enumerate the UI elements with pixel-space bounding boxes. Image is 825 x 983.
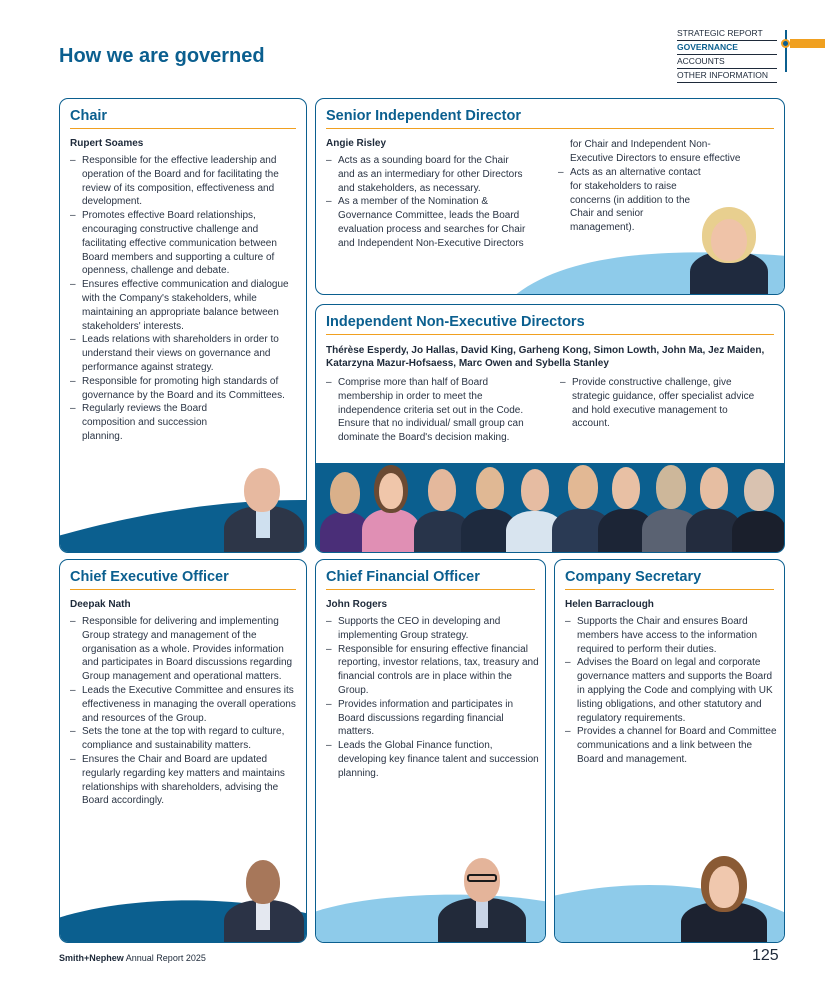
cosec-name: Helen Barraclough [565, 599, 654, 610]
ined-card [315, 304, 785, 553]
sid-card [315, 98, 785, 295]
ined-title: Independent Non-Executive Directors [326, 314, 774, 335]
ined-names: Thérèse Esperdy, Jo Hallas, David King, Garheng Kong, Simon Lowth, John Ma, Jez Maiden, Katarzyna Mazur-Hofsaess, Marc Owen and Sybella Stanley [326, 345, 765, 369]
cfo-bullet: – Leads the Global Finance function, developing key finance talent and succession planning. [326, 739, 541, 780]
director-portrait [732, 467, 785, 553]
chair-bullet: – Regularly reviews the Board composition and succession planning. [70, 402, 212, 443]
nav-current-marker [781, 39, 790, 48]
sid-name: Angie Risley [326, 138, 387, 149]
ceo-title: Chief Executive Officer [70, 569, 296, 590]
nav-section-tab [790, 39, 825, 48]
nav-accounts[interactable]: ACCOUNTS [677, 55, 777, 69]
ceo-name: Deepak Nath [70, 599, 131, 610]
report-name: Annual Report 2025 [125, 953, 206, 963]
chair-bullet: – Responsible for promoting high standards of governance by the Board and its Committees. [70, 375, 302, 403]
cfo-bullet: – Supports the CEO in developing and implementing Group strategy. [326, 615, 541, 643]
cosec-card [554, 559, 785, 943]
brand-name: Smith+Nephew [59, 953, 124, 963]
cosec-portrait [679, 856, 769, 943]
ined-group-photo [316, 463, 785, 553]
ceo-bullet: – Leads the Executive Committee and ensures its effectiveness in managing the overall operations and resources of the Group. [70, 684, 302, 725]
nav-other-information[interactable]: OTHER INFORMATION [677, 69, 777, 83]
cosec-title: Company Secretary [565, 569, 774, 590]
director-portrait [362, 463, 420, 553]
sid-bullet-continued-text: for Chair and Independent Non-Executive Directors to ensure effective [570, 139, 741, 165]
nav-strategic-report[interactable]: STRATEGIC REPORT [677, 27, 777, 41]
cosec-bullet: – Provides a channel for Board and Committee communications and a link between the Board and management. [565, 725, 777, 766]
sid-title: Senior Independent Director [326, 108, 774, 129]
footer-brand [59, 953, 206, 963]
ceo-bullet: – Ensures the Chair and Board are updated regularly regarding key matters and maintains relationships with shareholders, advising the Board accordingly. [70, 753, 302, 808]
nav-governance[interactable]: GOVERNANCE [677, 41, 777, 55]
cosec-bullet: – Supports the Chair and ensures Board members have access to the information required to perform their duties. [565, 615, 777, 656]
nav-rail [785, 30, 787, 72]
page-title: How we are governed [59, 45, 265, 67]
chair-card [59, 98, 307, 553]
chair-name: Rupert Soames [70, 138, 144, 149]
page-number: 125 [752, 947, 779, 964]
sid-portrait [684, 205, 774, 295]
ined-bullet: – Provide constructive challenge, give strategic guidance, offer specialist advice and hold executive management to account. [560, 376, 760, 431]
chair-bullet: – Leads relations with shareholders in order to understand their views on governance and performance against strategy. [70, 333, 302, 374]
ceo-portrait [222, 858, 306, 943]
cfo-responsibilities [326, 615, 541, 781]
cfo-title: Chief Financial Officer [326, 569, 535, 590]
chair-bullet: – Responsible for the effective leadership and operation of the Board and for facilitating the review of its composition, effectiveness and development. [70, 154, 302, 209]
cfo-name: John Rogers [326, 599, 388, 610]
ceo-bullet: – Sets the tone at the top with regard to culture, compliance and sustainability matters. [70, 725, 302, 753]
cosec-bullet: – Advises the Board on legal and corporate governance matters and supports the Board in applying the Code and complying with UK listing obligations, and other statutory and regulatory requirements. [565, 656, 777, 725]
ined-responsibilities-col2 [560, 376, 760, 431]
ceo-responsibilities [70, 615, 302, 808]
ceo-card [59, 559, 307, 943]
cfo-bullet: – Responsible for ensuring effective financial reporting, investor relations, tax, treasury and financial controls are in place within the Group. [326, 643, 541, 698]
chair-responsibilities [70, 154, 302, 444]
chair-bullet: – Ensures effective communication and dialogue with the Company's stakeholders, while maintaining an appropriate balance between stakeholders' interests. [70, 278, 302, 333]
ined-responsibilities [326, 376, 542, 445]
chair-portrait [220, 464, 307, 553]
sid-bullet-continuation [558, 138, 746, 166]
section-nav [677, 27, 777, 83]
sid-bullet: – As a member of the Nomination & Governance Committee, leads the Board evaluation process and searches for Chair and Independent Non-Executive Directors [326, 195, 526, 250]
cfo-card [315, 559, 546, 943]
cfo-bullet: – Provides information and participates in Board discussions regarding financial matters. [326, 698, 541, 739]
cfo-portrait [436, 856, 528, 943]
sid-bullet: – Acts as an alternative contact for stakeholders to raise concerns (in addition to the Chair and senior management). [558, 166, 708, 235]
cosec-responsibilities [565, 615, 777, 767]
sid-responsibilities [326, 154, 526, 250]
ceo-bullet: – Responsible for delivering and implementing Group strategy and management of the organisation as a whole. Provides information and participates in Board discussions regarding Group management and operational matters. [70, 615, 302, 684]
chair-bullet: – Promotes effective Board relationships, encouraging constructive challenge and facilitating effective communication between Board members and supporting a culture of openness, challenge and debate. [70, 209, 302, 278]
chair-title: Chair [70, 108, 296, 129]
ined-bullet: – Comprise more than half of Board membership in order to meet the independence criteria set out in the Code. Ensure that no individual/ small group can dominate the Board's decision making. [326, 376, 542, 445]
sid-bullet: – Acts as a sounding board for the Chair and as an intermediary for other Directors and stakeholders, as necessary. [326, 154, 526, 195]
